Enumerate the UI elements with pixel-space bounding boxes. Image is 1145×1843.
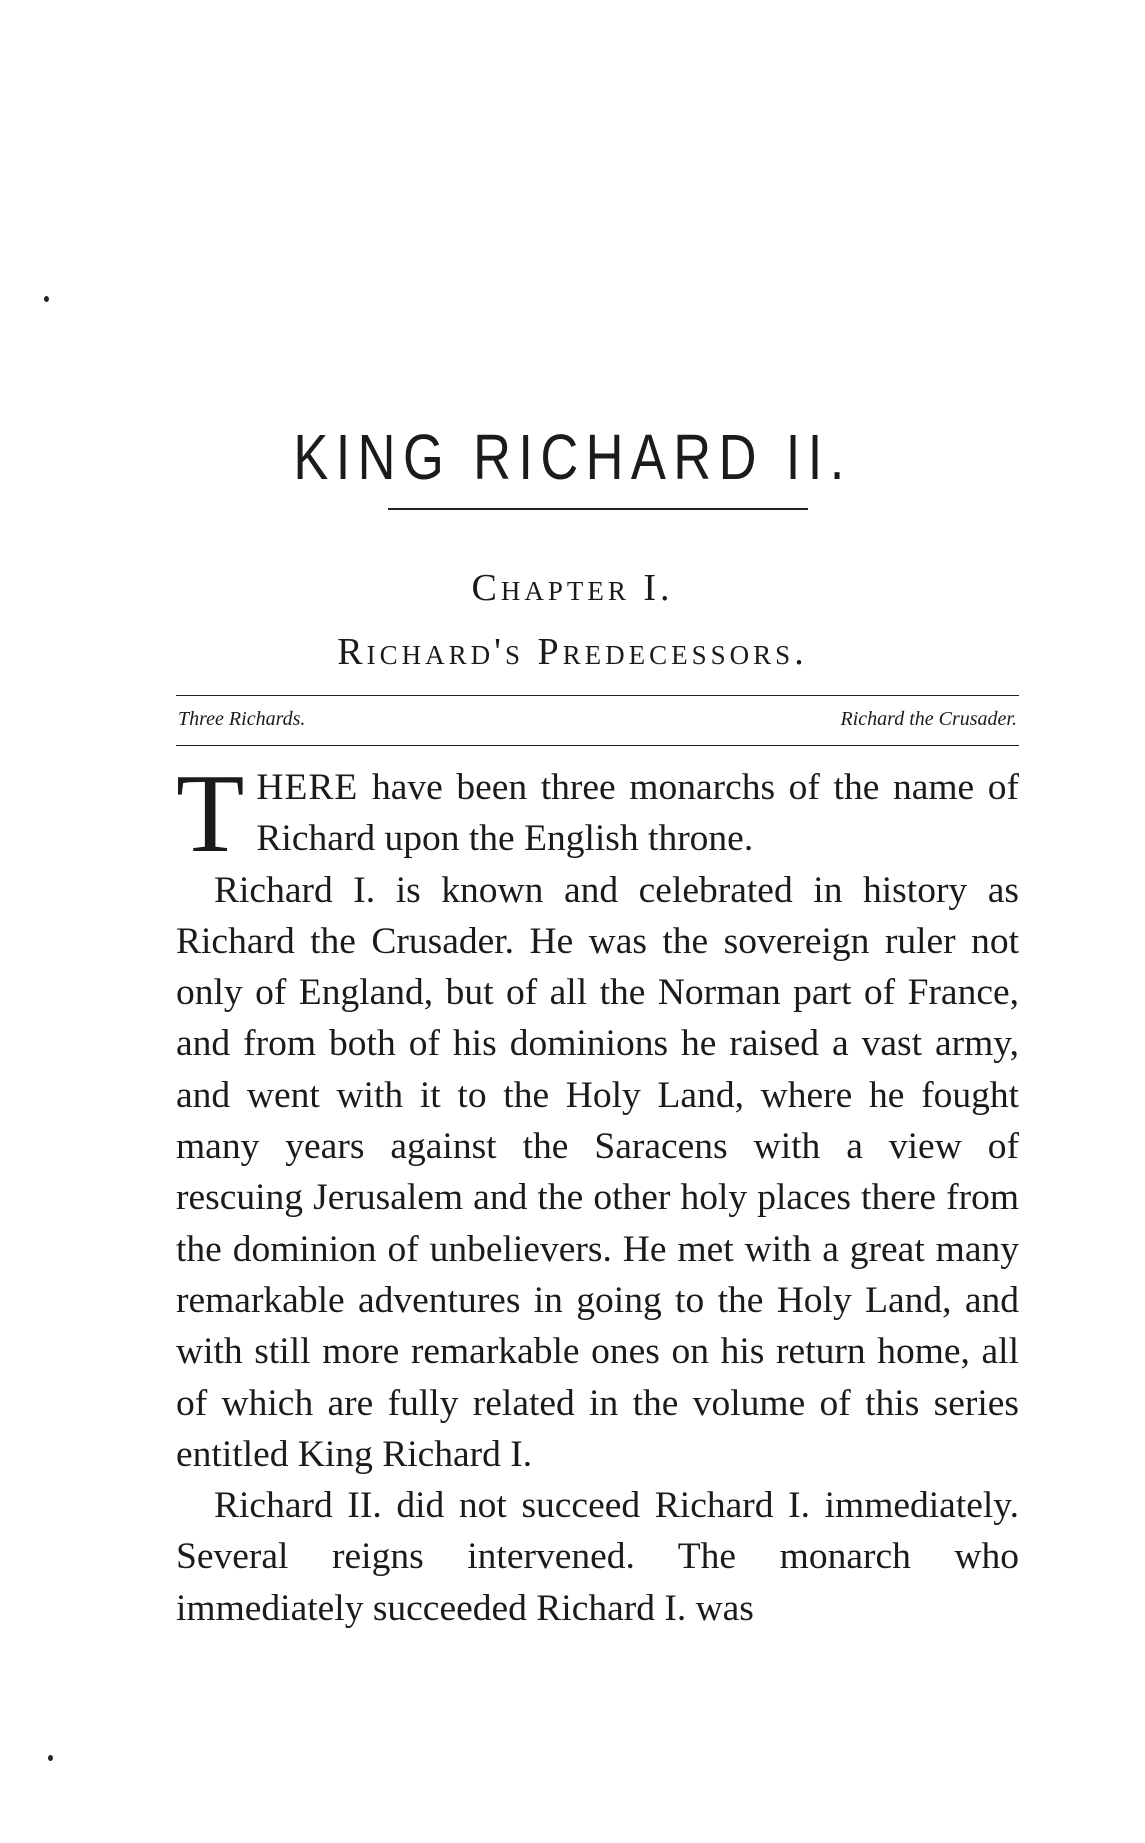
paragraph-1-text: have been three monarchs of the name of Richard upon the English throne.: [256, 767, 1019, 860]
topic-heading-left: Three Richards.: [178, 708, 306, 730]
paragraph-3: Richard II. did not succeed Richard I. immediately. Several reigns intervened. The monarch who immediately succeeded Richard I. was: [176, 1485, 1019, 1629]
ink-speck: [48, 1755, 53, 1761]
ink-speck: [44, 296, 49, 302]
chapter-title: Richard's Predecessors.: [337, 631, 808, 673]
lead-caps: HERE: [256, 767, 359, 808]
book-title: KING RICHARD II.: [293, 420, 852, 493]
paragraph-2: Richard I. is known and celebrated in history as Richard the Crusader. He was the sovereign ruler not only of England, but of all the Norman part of France, and from both of his dominions he raised a vast army, and went with it to the Holy Land, where he fought many years against the Saracens with a view of rescuing Jerusalem and the other holy places there from the dominion of unbelievers. He met with a great many remarkable adventures in going to the Holy Land, and with still more remarkable ones on his return home, all of which are fully related in the volume of this series entitled King Richard I.: [176, 869, 1019, 1475]
title-divider: [388, 508, 808, 510]
paragraph-1: [176, 752, 1019, 876]
drop-cap: T: [176, 752, 245, 876]
topic-rule-bottom: [176, 745, 1019, 746]
chapter-label: Chapter I.: [471, 567, 674, 609]
topic-rule-top: [176, 695, 1019, 696]
body-text: [176, 752, 1019, 1634]
topic-heading-right: Richard the Crusader.: [840, 708, 1017, 730]
